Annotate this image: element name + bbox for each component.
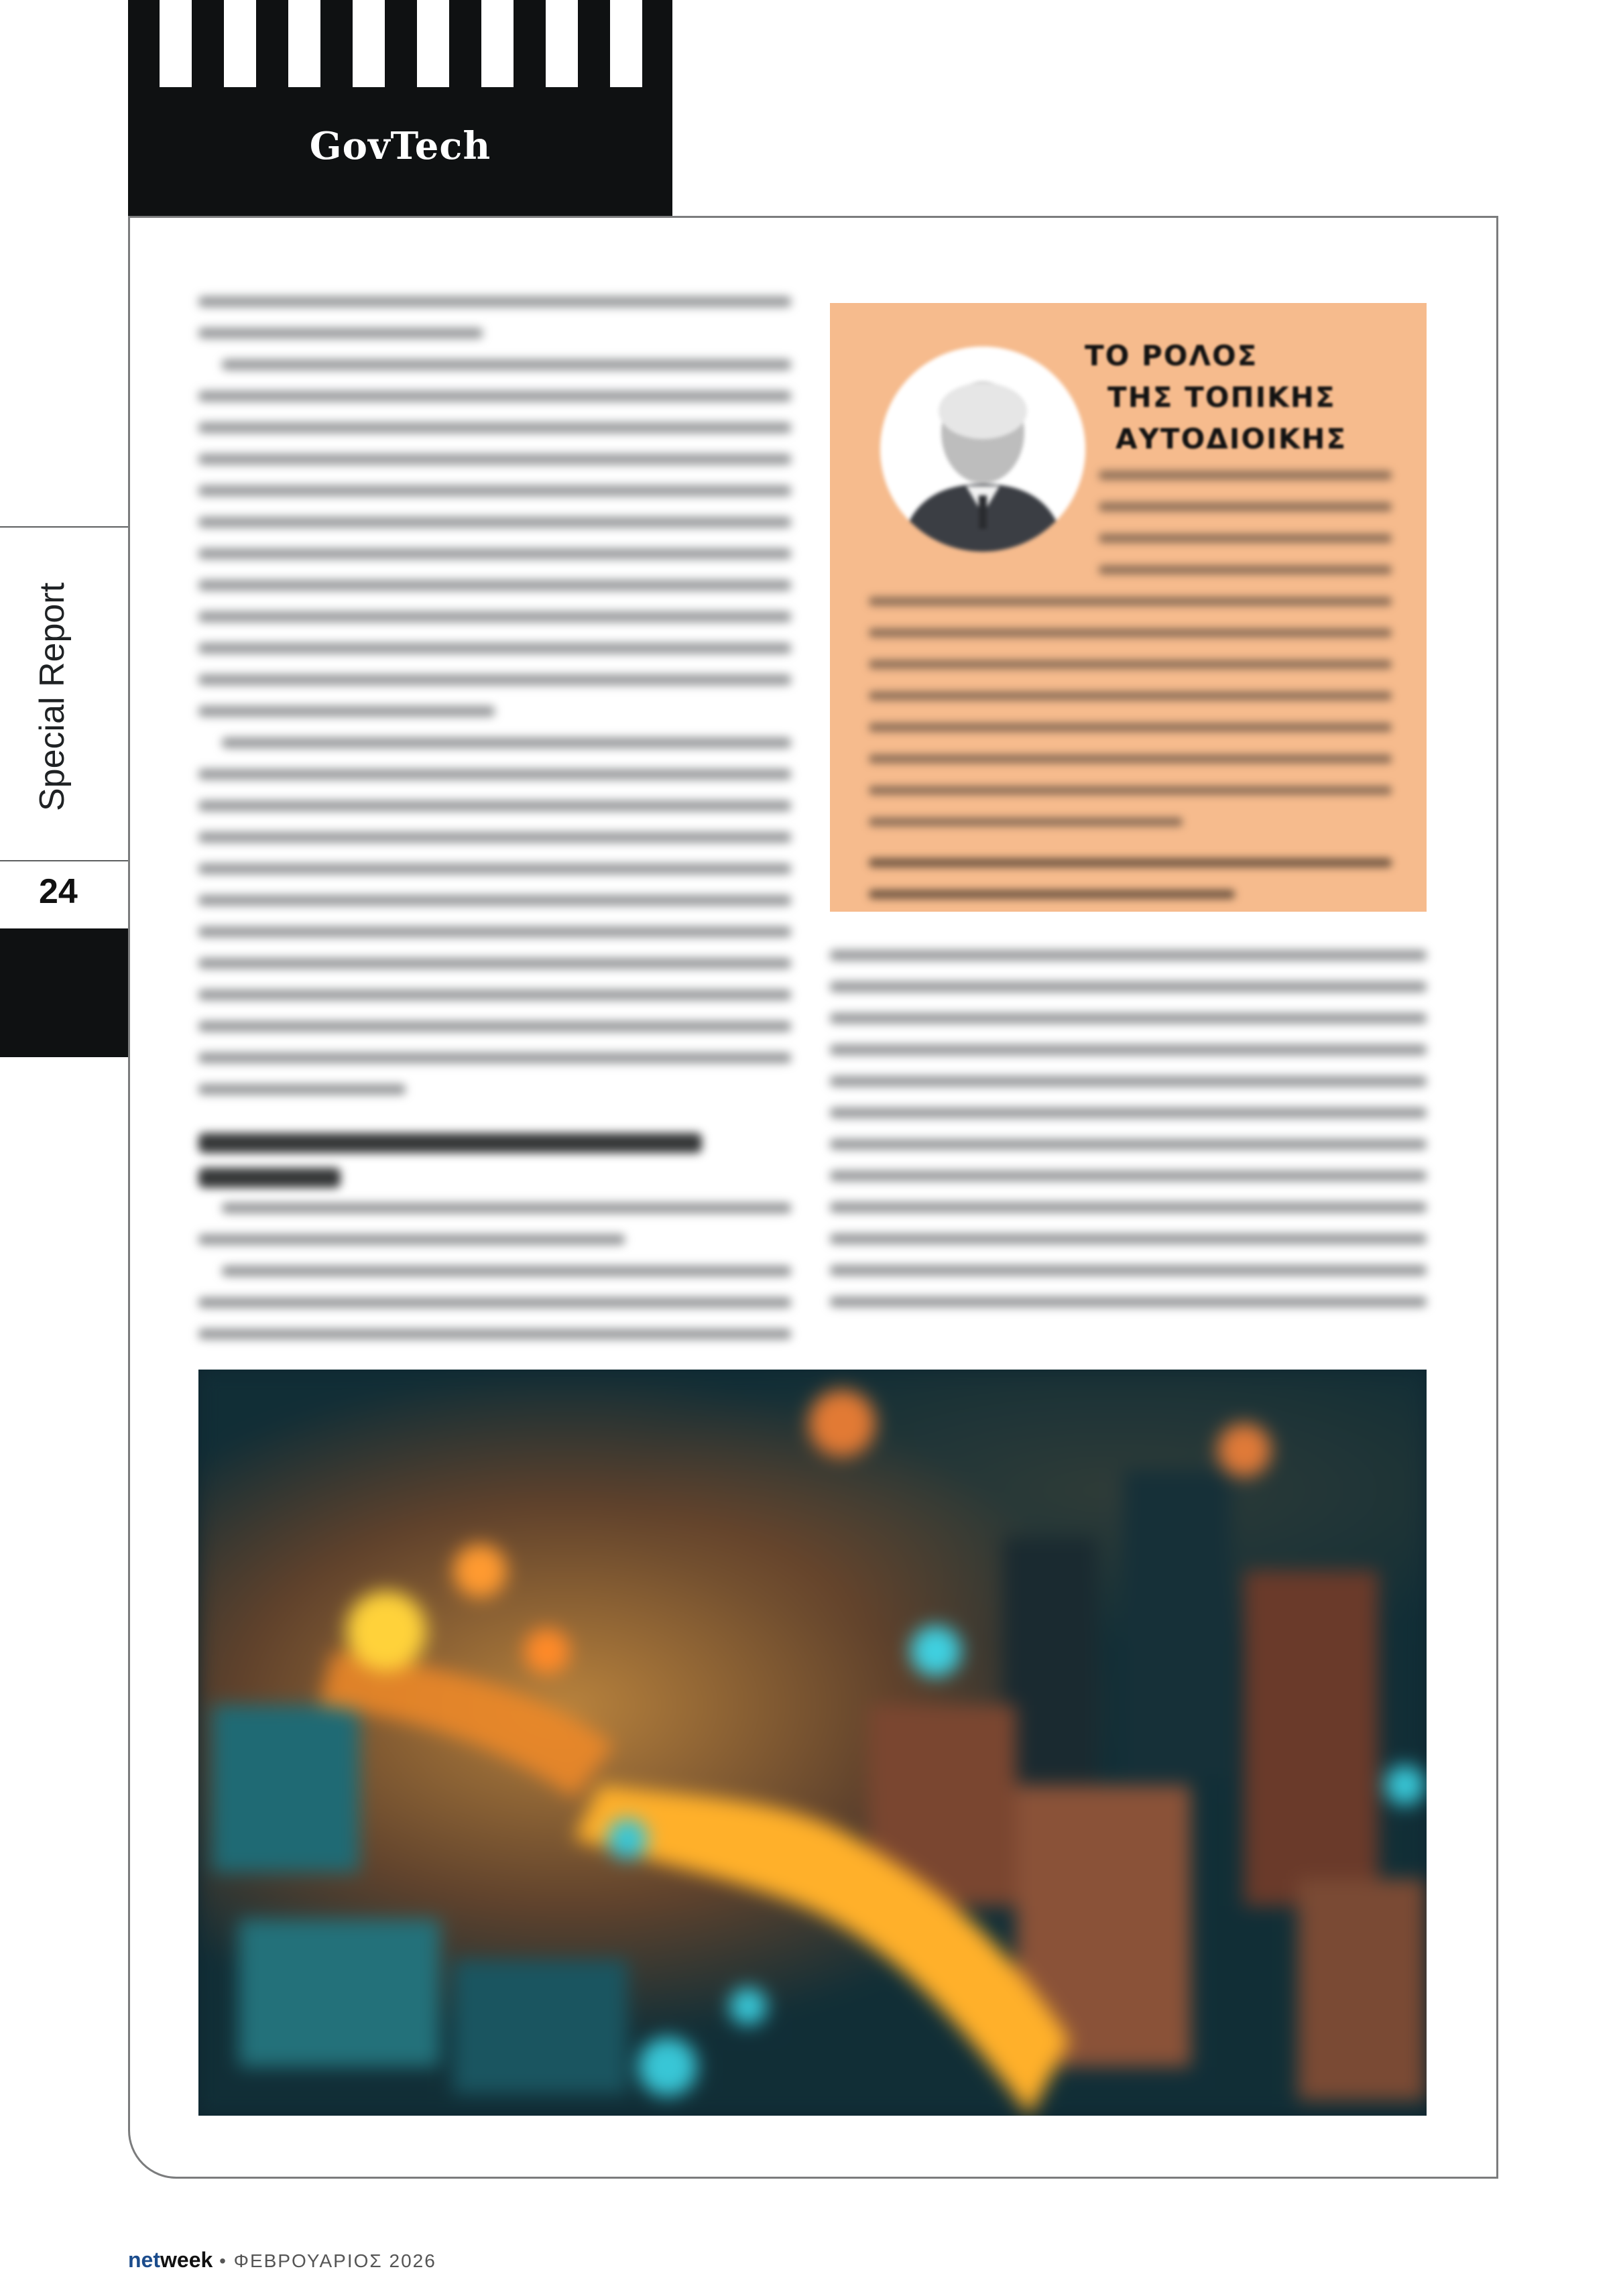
- section-title: GovTech: [309, 124, 491, 168]
- side-black-block: [0, 928, 128, 1057]
- callout-title: [1085, 335, 1406, 460]
- page-footer: [128, 2248, 436, 2273]
- page-number: 24: [39, 872, 78, 911]
- special-report-label: Special Report: [33, 582, 72, 811]
- brand-net: net: [128, 2248, 160, 2272]
- side-divider: [0, 860, 128, 861]
- left-text-column: [198, 296, 791, 1360]
- callout-title-line: ΤΟ ΡΟΛΟΣ: [1085, 339, 1258, 372]
- barcode-stripes: [160, 0, 644, 87]
- side-divider: [0, 526, 128, 528]
- issue-date: ΦΕΒΡΟΥΑΡΙΟΣ 2026: [233, 2250, 436, 2271]
- brand-week: week: [160, 2248, 213, 2272]
- brand-logo: [128, 2248, 213, 2272]
- section-header: [128, 0, 672, 217]
- callout-title-line: ΑΥΤΟΔΙΟΙΚΗΣ: [1116, 422, 1347, 455]
- callout-body: [869, 471, 1392, 921]
- footer-separator: •: [219, 2250, 227, 2271]
- city-illustration-icon: [198, 1370, 1427, 2116]
- callout-box: [830, 303, 1427, 912]
- callout-title-line: ΤΗΣ ΤΟΠΙΚΗΣ: [1107, 381, 1336, 414]
- right-text-column: [830, 950, 1427, 1328]
